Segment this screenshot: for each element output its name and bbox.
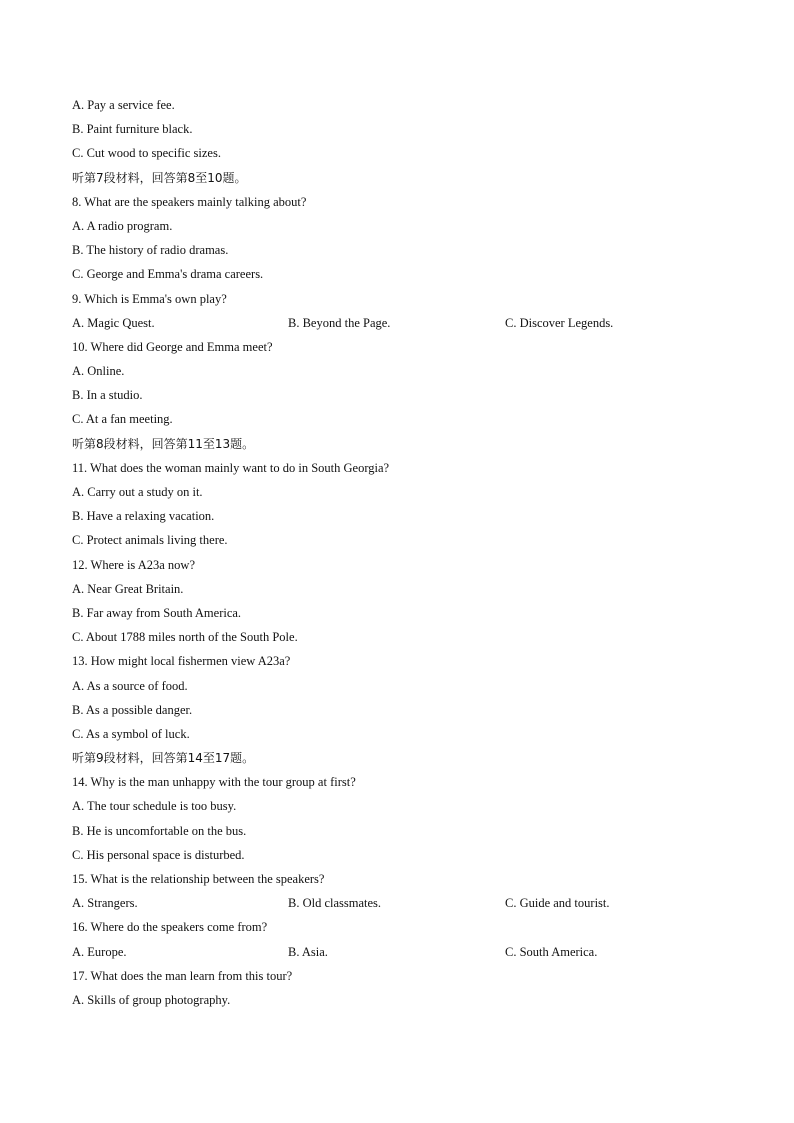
- section-heading: 听第8段材料，回答第11至13题。: [72, 436, 255, 451]
- option-text: C. George and Emma's drama careers.: [72, 267, 264, 282]
- option-text: C. Discover Legends.: [505, 315, 614, 330]
- option-text: A. As a source of food.: [72, 678, 188, 693]
- option-text: B. As a possible danger.: [72, 702, 193, 717]
- options-row: [72, 311, 752, 335]
- option-text: B. He is uncomfortable on the bus.: [72, 823, 247, 838]
- option-text: B. The history of radio dramas.: [72, 243, 229, 258]
- option-text: A. Skills of group photography.: [72, 992, 231, 1007]
- question-text: 8. What are the speakers mainly talking about?: [72, 194, 307, 209]
- question-text: 15. What is the relationship between the speakers?: [72, 872, 325, 886]
- option-text: B. Far away from South America.: [72, 605, 242, 620]
- option-text: C. Guide and tourist.: [505, 896, 610, 911]
- option-text: C. At a fan meeting.: [72, 412, 173, 427]
- question-text: 10. Where did George and Emma meet?: [72, 339, 273, 354]
- question-text: 17. What does the man learn from this tour?: [72, 968, 293, 983]
- option-text: A. Near Great Britain.: [72, 581, 184, 596]
- option-text: B. Asia.: [288, 944, 328, 959]
- option-text: C. South America.: [505, 944, 598, 959]
- option-text: C. His personal space is disturbed.: [72, 847, 245, 862]
- option-text: A. Online.: [72, 364, 125, 379]
- option-text: C. As a symbol of luck.: [72, 726, 190, 741]
- options-row: [72, 940, 752, 964]
- option-text: A. Pay a service fee.: [72, 98, 175, 112]
- option-text: A. A radio program.: [72, 218, 173, 233]
- option-text: B. Beyond the Page.: [288, 315, 391, 330]
- option-text: C. About 1788 miles north of the South Pole.: [72, 630, 298, 645]
- question-text: 14. Why is the man unhappy with the tour group at first?: [72, 775, 356, 790]
- option-text: B. In a studio.: [72, 388, 143, 403]
- question-text: 16. Where do the speakers come from?: [72, 920, 268, 935]
- question-text: 9. Which is Emma's own play?: [72, 291, 227, 306]
- section-heading: 听第7段材料，回答第8至10题。: [72, 170, 247, 185]
- option-text: B. Paint furniture black.: [72, 122, 193, 137]
- option-text: C. Protect animals living there.: [72, 533, 228, 548]
- option-text: C. Cut wood to specific sizes.: [72, 146, 221, 161]
- option-text: A. Carry out a study on it.: [72, 485, 203, 499]
- options-row: [72, 891, 752, 915]
- question-text: 13. How might local fishermen view A23a?: [72, 654, 291, 669]
- question-text: 11. What does the woman mainly want to do in South Georgia?: [72, 460, 390, 475]
- section-heading: 听第9段材料，回答第14至17题。: [72, 751, 255, 766]
- option-text: A. Magic Quest.: [72, 315, 155, 330]
- option-text: B. Old classmates.: [288, 896, 382, 911]
- option-text: A. Strangers.: [72, 896, 138, 911]
- option-text: B. Have a relaxing vacation.: [72, 509, 215, 524]
- question-text: 12. Where is A23a now?: [72, 557, 196, 572]
- document-page: [72, 93, 752, 1012]
- option-text: A. Europe.: [72, 944, 127, 959]
- option-text: A. The tour schedule is too busy.: [72, 799, 237, 814]
